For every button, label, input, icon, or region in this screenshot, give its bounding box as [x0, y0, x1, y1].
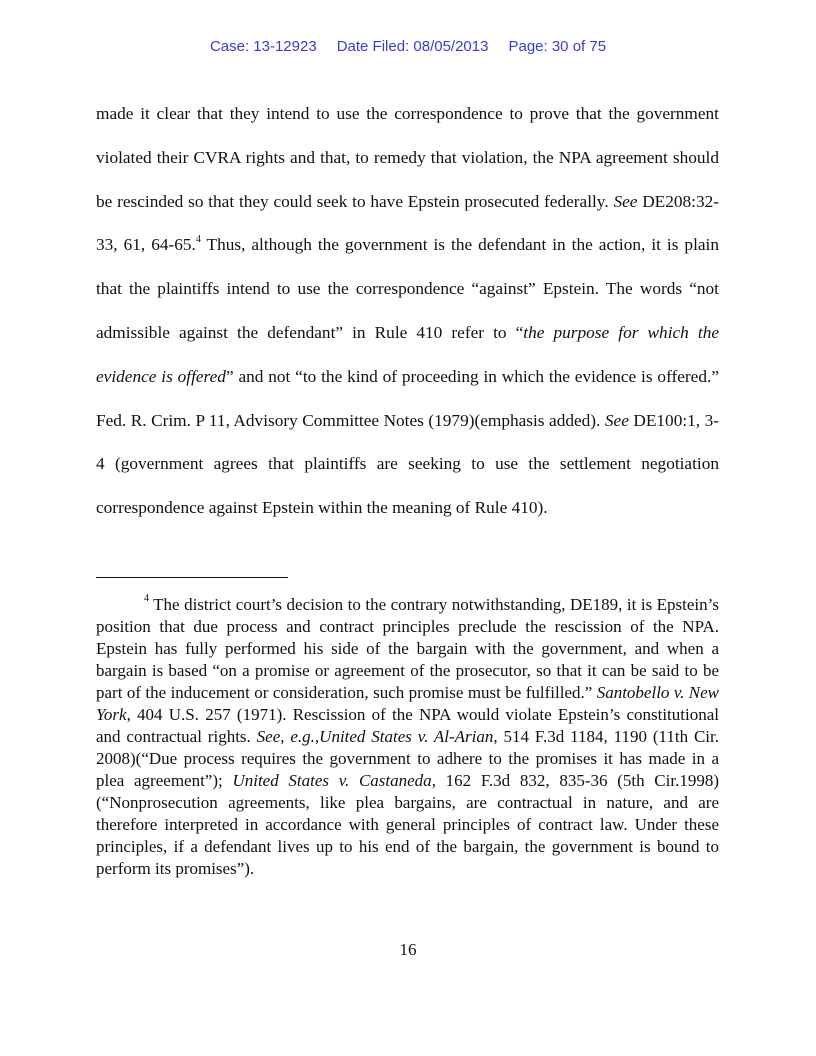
case-header [0, 38, 816, 55]
case-citation: Santobello v. New York [96, 683, 719, 724]
footnote-reference: 4 [195, 233, 201, 245]
footnote-text-segment: , 514 F.3d 1184, 1190 (11th Cir. 2008)(“Due process requires the government to adhere to the promises it has made in a plea agreement”); [96, 727, 720, 790]
case-number: Case: 13-12923 [209, 38, 317, 55]
page-number: 16 [399, 940, 417, 959]
italic-quote: the purpose for which the evidence is offered [96, 322, 719, 386]
italic-see: See [604, 410, 629, 430]
case-citation: United States v. Castaneda [232, 771, 432, 790]
body-text-segment: Thus, although the government is the defendant in the action, it is plain that the plaintiffs intend to use the correspondence “against” Epstein. The words “not admissible against the defendant” in Rule 410 refer to “ [96, 235, 719, 342]
body-text-segment: made it clear that they intend to use the correspondence to prove that the government violated their CVRA rights and that, to remedy that violation, the NPA agreement should be rescinded so that they could seek to have Epstein prosecuted federally. [96, 104, 719, 211]
footnote [96, 594, 719, 880]
case-citation: See, e.g.,United States v. Al-Arian [256, 727, 494, 746]
italic-see: See [613, 191, 638, 211]
page-indicator: Page: 30 of 75 [508, 38, 607, 55]
footnote-text-segment: , 404 U.S. 257 (1971). Rescission of the NPA would violate Epstein’s constitutional and contractual rights. [96, 705, 719, 746]
footnote-divider [96, 577, 288, 578]
footnote-text-segment: , 162 F.3d 832, 835-36 (5th Cir.1998)(“Nonprosecution agreements, like plea bargains, are contractual in nature, and are therefore interpreted in accordance with general principles of contract law. Under these principles, if a defendant lives up to his end of the bargain, the government is bound to perform its promises”). [96, 771, 719, 878]
body-text-segment: DE100:1, 3-4 (government agrees that plaintiffs are seeking to use the settlement negotiation correspondence against Epstein within the meaning of Rule 410). [96, 410, 720, 518]
date-filed: Date Filed: 08/05/2013 [336, 38, 489, 55]
footnote-text-segment: The district court’s decision to the contrary notwithstanding, DE189, it is Epstein’s position that due process and contract principles preclude the rescission of the NPA. Epstein has fully performed his side of the bargain with the government, and when a bargain is based “on a promise or agreement of the prosecutor, so that it can be said to be part of the inducement or consideration, such promise must be fulfilled.” [96, 595, 719, 702]
footnote-marker: 4 [144, 593, 149, 605]
body-paragraph [96, 92, 719, 530]
body-text-segment: ” and not “to the kind of proceeding in which the evidence is offered.” Fed. R. Crim. P 11, Advisory Committee Notes (1979)(emphasis added). [96, 366, 719, 430]
body-text-segment: DE208:32-33, 61, 64-65. [96, 191, 720, 255]
